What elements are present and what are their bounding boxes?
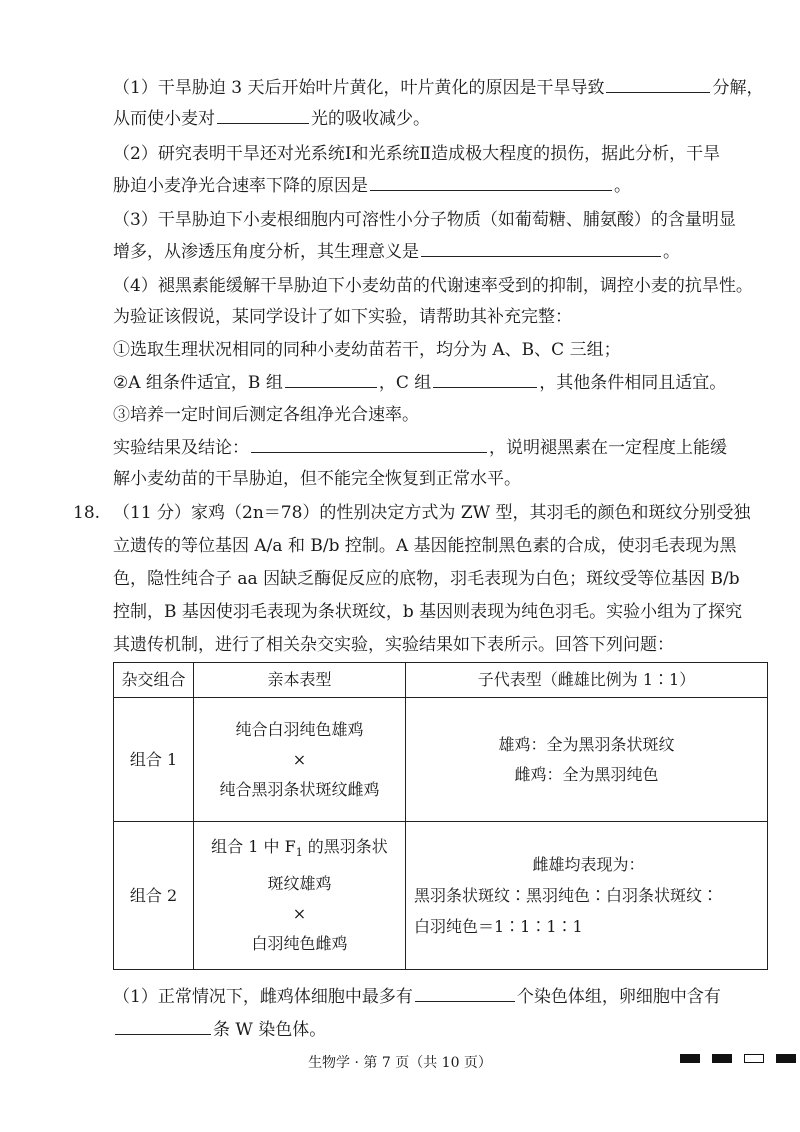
- q17-part2-line1: （2）研究表明干旱还对光系统Ⅰ和光系统Ⅱ造成极大程度的损伤，据此分析，干旱: [113, 144, 721, 164]
- open-mark-icon: [744, 1054, 764, 1063]
- q17-part2-line2: [113, 174, 631, 197]
- q17-result-line1: [113, 436, 727, 459]
- q17-part1-text-d: 光的吸收减少。: [311, 109, 430, 129]
- answer-blank[interactable]: [285, 371, 377, 388]
- q17-part3-line2: [113, 240, 680, 263]
- q18-stem-line5: 其遗传机制，进行了相关杂交实验，实验结果如下表所示。回答下列问题：: [113, 635, 674, 655]
- answer-blank[interactable]: [115, 1018, 211, 1035]
- parent-male-line2: 斑纹雄鸡: [267, 873, 332, 893]
- offspring-cell: [406, 822, 768, 970]
- q18-sub1-line2: [113, 1018, 326, 1041]
- answer-blank[interactable]: [251, 436, 487, 453]
- cross-symbol: ×: [292, 903, 307, 923]
- table-header-row: [114, 663, 768, 698]
- answer-blank[interactable]: [606, 76, 710, 93]
- q17-result-line2: 解小麦幼苗的干旱胁迫，但不能完全恢复到正常水平。: [113, 469, 521, 489]
- solid-mark-icon: [680, 1054, 700, 1063]
- offspring-line3: 白羽纯色＝1∶1∶1∶1: [414, 916, 583, 936]
- q18-sub1-line1: [113, 985, 721, 1008]
- parent-male: 纯合白羽纯色雄鸡: [235, 719, 364, 739]
- q18-sub1-text-c: 条 W 染色体。: [213, 1020, 327, 1040]
- table-row: [114, 698, 768, 822]
- generation-subscript: 1: [295, 846, 303, 860]
- q17-part3-line1: （3）干旱胁迫下小麦根细胞内可溶性小分子物质（如葡萄糖、脯氨酸）的含量明显: [113, 210, 736, 230]
- q17-result-text-b: ，说明褪黑素在一定程度上能缓: [489, 438, 727, 458]
- q18-sub1-text-a: （1）正常情况下，雌鸡体细胞中最多有: [113, 987, 413, 1007]
- table-header-cell: 子代表型（雌雄比例为 1∶1）: [406, 663, 768, 698]
- q17-part3-text-b: 增多，从渗透压角度分析，其生理意义是: [113, 242, 419, 262]
- answer-blank[interactable]: [433, 371, 537, 388]
- solid-mark-icon: [712, 1054, 732, 1063]
- q17-part1-line2: [113, 107, 430, 130]
- cross-symbol: ×: [292, 749, 307, 769]
- q18-sub1-text-b: 个染色体组，卵细胞中含有: [516, 987, 721, 1007]
- parent-female: 白羽纯色雌鸡: [251, 933, 348, 953]
- table-header-cell: 杂交组合: [114, 663, 194, 698]
- q17-result-text-a: 实验结果及结论：: [113, 438, 249, 458]
- parent-male-text: 组合 1 中 F: [211, 837, 296, 857]
- parents-cell: [194, 698, 406, 822]
- q17-part4-line1: （4）褪黑素能缓解干旱胁迫下小麦幼苗的代谢速率受到的抑制，调控小麦的抗旱性。: [113, 276, 753, 296]
- q17-part1-line1: [113, 76, 763, 99]
- answer-blank[interactable]: [370, 174, 612, 191]
- offspring-male: 雄鸡：全为黑羽条状斑纹: [498, 734, 675, 754]
- q17-step1: ①选取生理状况相同的同种小麦幼苗若干，均分为 A、B、C 三组；: [113, 340, 621, 360]
- solid-mark-icon: [776, 1054, 796, 1063]
- table-row: [114, 822, 768, 970]
- page-marks: [680, 1054, 796, 1068]
- q17-step3: ③培养一定时间后测定各组净光合速率。: [113, 405, 419, 425]
- parent-male-line1: [198, 836, 401, 864]
- q18-stem-line2: 立遗传的等位基因 A/a 和 B/b 控制。A 基因能控制黑色素的合成，使羽毛表现为黑: [113, 536, 737, 556]
- q17-part2-text-b: 胁迫小麦净光合速率下降的原因是: [113, 176, 368, 196]
- q17-step2-text-a: ②A 组条件适宜，B 组: [113, 373, 283, 393]
- q17-part1-text-c: 从而使小麦对: [113, 109, 215, 129]
- q17-part3-text-c: 。: [663, 242, 680, 262]
- q17-step2-text-b: ，C 组: [378, 373, 432, 393]
- q17-part2-text-c: 。: [614, 176, 631, 196]
- page-footer: 生物学 · 第 7 页（共 10 页）: [308, 1055, 492, 1071]
- group-cell: 组合 2: [114, 822, 194, 970]
- answer-blank[interactable]: [421, 240, 661, 257]
- offspring-female: 雌鸡：全为黑羽纯色: [514, 764, 659, 784]
- offspring-line2: 黑羽条状斑纹∶黑羽纯色∶白羽条状斑纹∶: [414, 885, 719, 905]
- group-cell: 组合 1: [114, 698, 194, 822]
- offspring-line1: 雌雄均表现为：: [532, 854, 645, 874]
- offspring-cell: [406, 698, 768, 822]
- parent-male-text: 的黑羽条状: [302, 837, 388, 857]
- q17-part1-text-a: （1）干旱胁迫 3 天后开始叶片黄化，叶片黄化的原因是干旱导致: [113, 78, 605, 98]
- q17-part4-line2: 为验证该假说，某同学设计了如下实验，请帮助其补充完整：: [113, 307, 572, 327]
- q17-part1-text-b: 分解，: [712, 78, 764, 98]
- q18-number: 18.: [73, 503, 101, 523]
- answer-blank[interactable]: [415, 985, 515, 1002]
- table-header-cell: 亲本表型: [194, 663, 406, 698]
- cross-experiment-table: [113, 662, 768, 970]
- q17-step2: [113, 371, 726, 394]
- parent-female: 纯合黑羽条状斑纹雌鸡: [219, 779, 380, 799]
- q18-stem-line4: 控制，B 基因使羽毛表现为条状斑纹，b 基因则表现为纯色羽毛。实验小组为了探究: [113, 602, 743, 622]
- parents-cell: [194, 822, 406, 970]
- q18-stem-line1: （11 分）家鸡（2n＝78）的性别决定方式为 ZW 型，其羽毛的颜色和斑纹分别受独: [113, 503, 751, 523]
- q17-step2-text-c: ，其他条件相同且适宜。: [539, 373, 727, 393]
- q18-stem-line3: 色，隐性纯合子 aa 因缺乏酶促反应的底物，羽毛表现为白色；斑纹受等位基因 B/b: [113, 569, 740, 589]
- answer-blank[interactable]: [217, 107, 309, 124]
